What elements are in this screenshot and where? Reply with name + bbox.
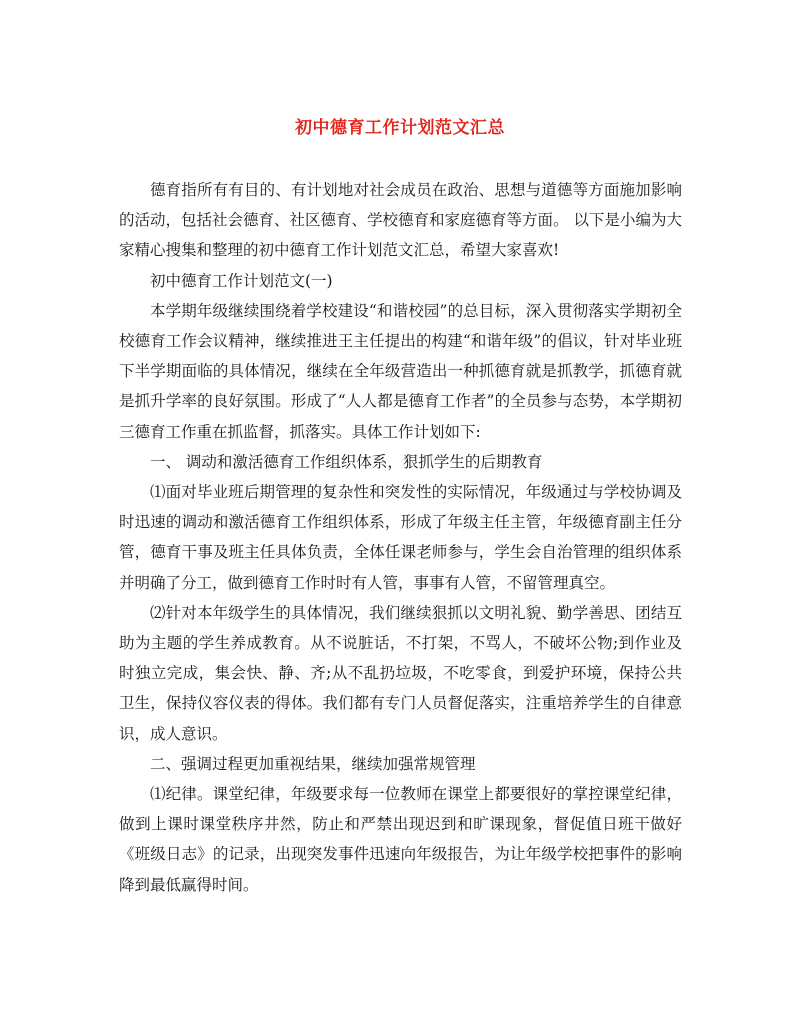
body-paragraph: ⑴纪律。课堂纪律，年级要求每一位教师在课堂上都要很好的掌控课堂纪律，做到上课时课堂秩序井然，防止和严禁出现迟到和旷课现象，督促值日班干做好《班级日志》的记录，出现突发事件迅速向年级报告，为让年级学校把事件的影响降到最低赢得时间。 xyxy=(119,785,682,894)
section-heading: 二、强调过程更加重视结果，继续加强常规管理 xyxy=(150,754,476,773)
body-paragraph: ⑵针对本年级学生的具体情况，我们继续狠抓以文明礼貌、勤学善思、团结互助为主题的学生养成教育。从不说脏话，不打架，不骂人，不破坏公物;到作业及时独立完成，集会快、静、齐;从不乱扔垃圾，不吃零食，到爱护环境，保持公共卫生，保持仪容仪表的得体。我们都有专门人员督促落实，注重培养学生的自律意识，成人意识。 xyxy=(119,603,682,743)
section-heading: 初中德育工作计划范文(一) xyxy=(150,271,333,290)
body-paragraph: 本学期年级继续围绕着学校建设“和谐校园”的总目标，深入贯彻落实学期初全校德育工作会议精神，继续推进王主任提出的构建“和谐年级”的倡议，针对毕业班下半学期面临的具体情况，继续在全年级营造出一种抓德育就是抓教学，抓德育就是抓升学率的良好氛围。形成了“人人都是德育工作者”的全员参与态势，本学期初三德育工作重在抓监督，抓落实。具体工作计划如下: xyxy=(119,301,682,441)
document-title: 初中德育工作计划范文汇总 xyxy=(295,118,505,138)
section-heading: 一、 调动和激活德育工作组织体系，狠抓学生的后期教育 xyxy=(150,452,543,471)
intro-paragraph: 德育指所有有目的、有计划地对社会成员在政治、思想与道德等方面施加影响的活动，包括社会德育、社区德育、学校德育和家庭德育等方面。 以下是小编为大家精心搜集和整理的初中德育工作计划范文汇总，希望大家喜欢! xyxy=(119,181,682,260)
body-paragraph: ⑴面对毕业班后期管理的复杂性和突发性的实际情况，年级通过与学校协调及时迅速的调动和激活德育工作组织体系，形成了年级主任主管，年级德育副主任分管，德育干事及班主任具体负责，全体任课老师参与，学生会自治管理的组织体系并明确了分工，做到德育工作时时有人管，事事有人管，不留管理真空。 xyxy=(119,483,682,592)
document-body xyxy=(119,175,682,900)
